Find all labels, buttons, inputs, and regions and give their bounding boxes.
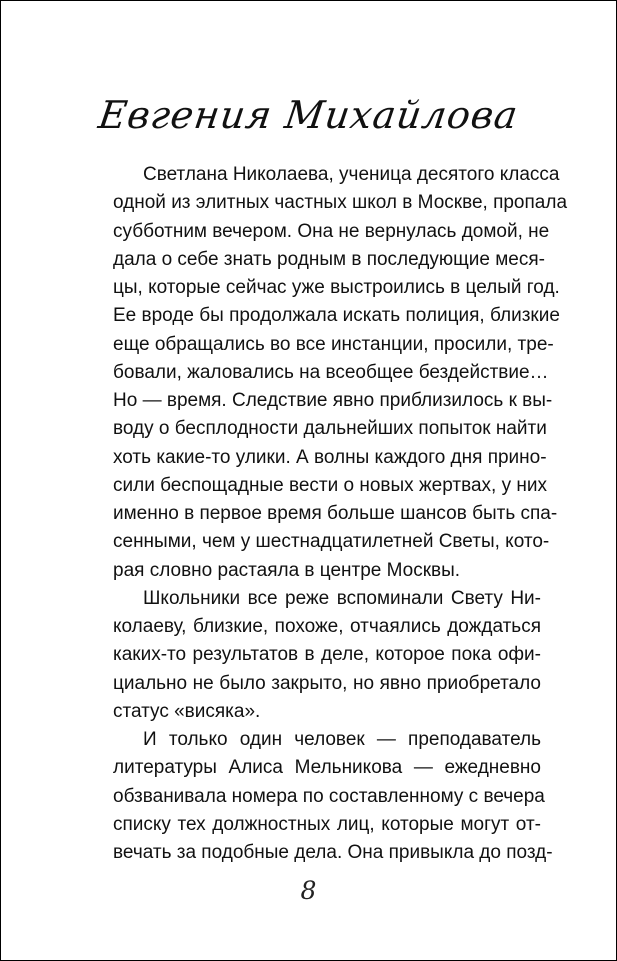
text-line: обзванивала номера по составленному с вечера: [113, 785, 545, 807]
text-line: Школьники все реже вспоминали Свету Ни-: [143, 587, 541, 609]
body-text: [113, 161, 568, 867]
text-line: колаеву, близкие, похоже, отчаялись дождаться: [113, 616, 541, 637]
text-line: Светлана Николаева, ученица десятого класса: [143, 164, 560, 185]
text-line: литературы Алиса Мельникова — ежедневно: [113, 757, 541, 779]
text-line: Ее вроде бы продолжала искать полиция, близкие: [113, 305, 560, 327]
text-line: циально не было закрыто, но явно приобретало: [113, 672, 541, 694]
text-line: списку тех должностных лиц, которые могут от-: [113, 813, 541, 835]
text-line: сили беспощадные вести о новых жертвах, у них: [113, 474, 547, 496]
text-line: цы, которые сейчас уже выстроились в целый год.: [113, 277, 560, 298]
text-line: хоть какие-то улики. А волны каждого дня прино-: [113, 446, 547, 468]
text-line: одной из элитных частных школ в Москве, пропала: [113, 192, 568, 214]
text-line: бовали, жаловались на всеобщее бездействие…: [113, 361, 549, 383]
text-line: Но — время. Следствие явно приблизилось к вы-: [113, 390, 553, 411]
text-line: каких-то результатов в деле, которое пока офи-: [113, 644, 541, 666]
text-line: воду о бесплодности дальнейших попыток найти: [113, 418, 547, 440]
text-line: именно в первое время больше шансов быть спа-: [113, 503, 558, 524]
author-name-header: Евгения Михайлова: [95, 93, 522, 137]
text-line: дала о себе знать родным в последующие меся-: [113, 248, 545, 270]
text-line: сенными, чем у шестнадцатилетней Светы, кото-: [113, 531, 550, 553]
text-line: еще обращались во все инстанции, просили, тре-: [113, 333, 554, 355]
text-line: вечать за подобные дела. Она привыкла до позд-: [113, 842, 553, 863]
text-line: И только один человек — преподаватель: [143, 729, 541, 750]
text-line: субботним вечером. Она не вернулась домой, не: [113, 220, 550, 242]
text-line: рая словно растаяла в центре Москвы.: [113, 559, 461, 581]
page-number: 8: [300, 876, 317, 905]
text-line: статус «висяка».: [113, 700, 261, 722]
